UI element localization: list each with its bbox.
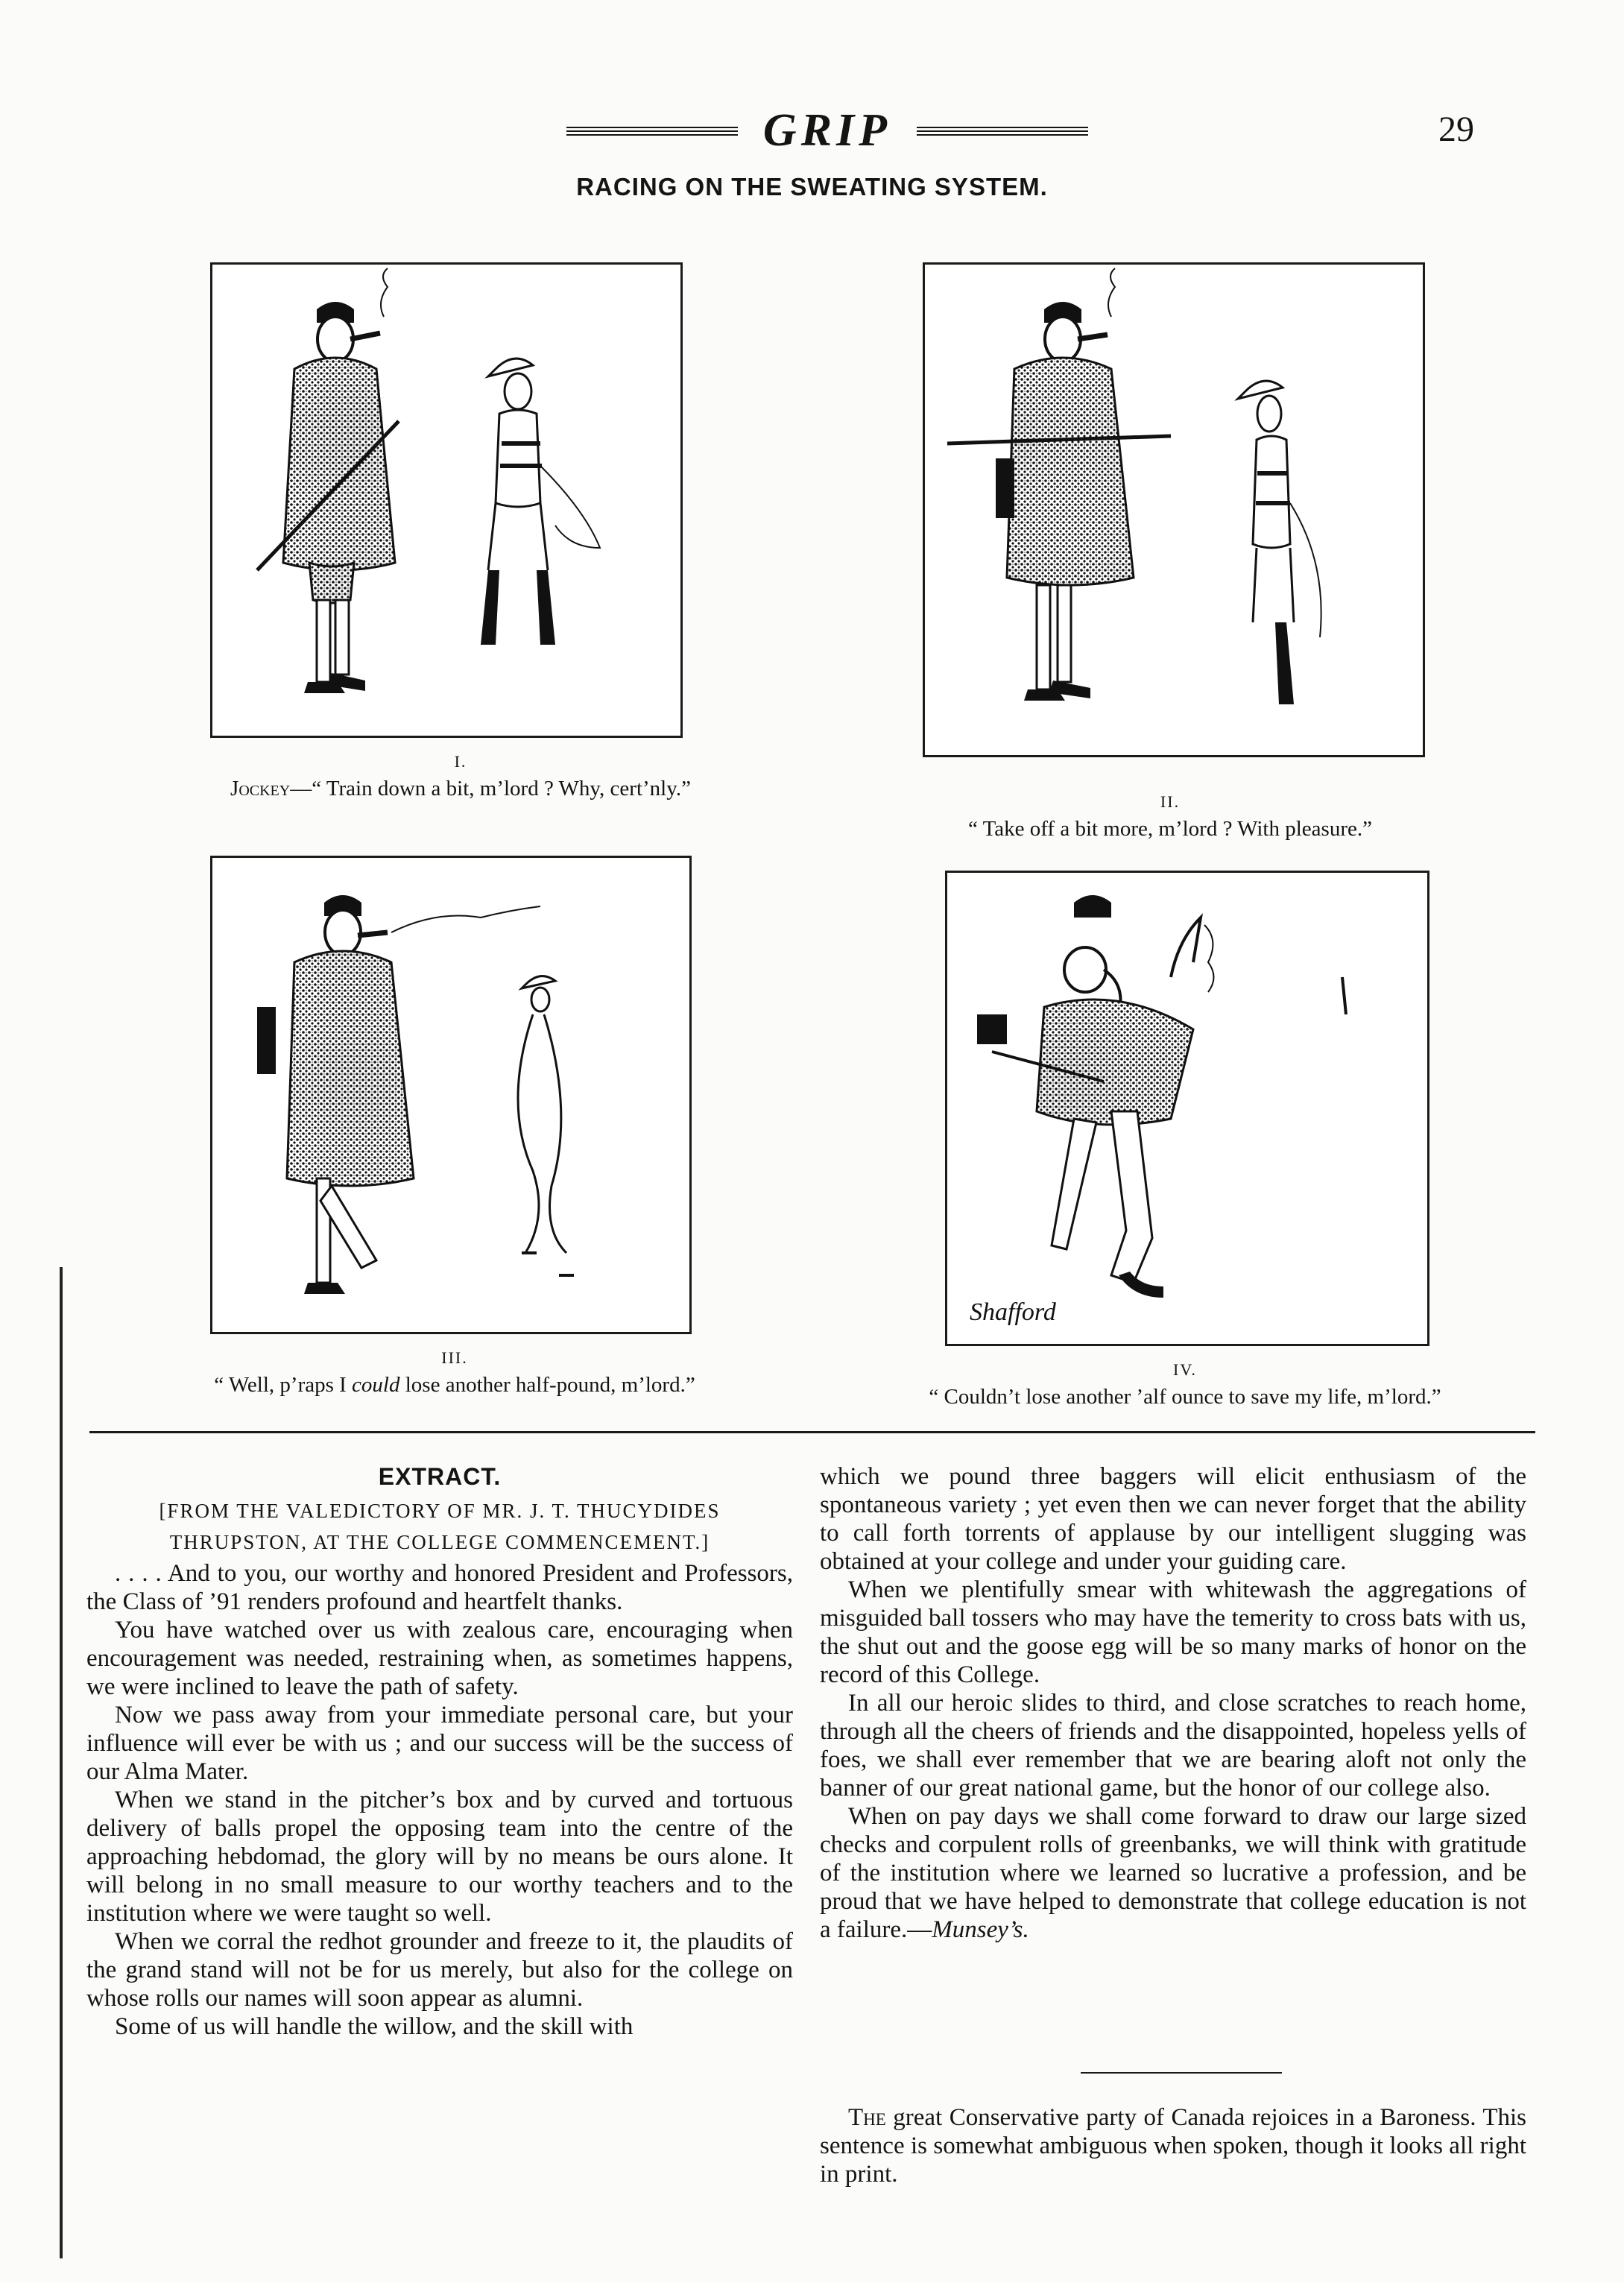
cartoon-illustration-3 [212,858,689,1332]
extract-paragraph-6: Some of us will handle the willow, and the skill with [115,2013,634,2040]
extract-paragraph-1: . . . . And to you, our worthy and honored President and Professors, the Class of ’91 renders profound and heartfelt thanks. [86,1560,793,1615]
panel-numeral-2: II. [1160,792,1181,811]
extract-paragraph-4: When we stand in the pitcher’s box and by curved and tortuous delivery of balls propel the opposing team into the centre of the approaching hebdomad, the glory will by no means be ours alone. It will belong in no small measure to our worthy teachers and to the institution where we were taught so well. [86,1787,793,1927]
conservative-note [820,2103,1526,2188]
masthead [566,104,1088,157]
cartoon-panel-4 [945,871,1429,1346]
extract-paragraph-8: When we plentifully smear with whitewash the aggregations of misguided ball tossers who may have the temerity to cross bats with us, the shut out and the goose egg will be so many marks of honor on the record of this College. [820,1576,1526,1688]
masthead-rule-right [917,127,1088,137]
cartoon-illustration-2 [925,265,1423,755]
cartoon-illustration-1 [212,265,680,736]
extract-source: Munsey’s. [932,1916,1029,1943]
masthead-rule-left [566,127,738,137]
caption-text-3-emph: could [352,1373,400,1397]
extract-paragraph-2: You have watched over us with zealous care, encouraging when encouragement was needed, restraining when, as sometimes happens, we were inclined to leave the path of safety. [86,1617,793,1700]
extract-last-text: When on pay days we shall come forward to draw our large sized checks and corpulent rolls of greenbanks, we will think with gratitude of the institution where we learned so lucrative a profession, and be proud that we have helped to demonstrate that college education is not a failure.— [820,1803,1526,1943]
panel-numeral-1: I. [454,752,467,771]
extract-paragraph-9: In all our heroic slides to third, and close scratches to reach home, through all the cheers of friends and the disappointed, hopeless yells of foes, we shall ever remember that we are bearing aloft not only the banner of our great national game, but the honor of our college also. [820,1690,1526,1802]
extract-right-column [820,1462,1526,1944]
extract-subheading-2: THRUPSTON, AT THE COLLEGE COMMENCEMENT.] [169,1531,710,1553]
extract-paragraph-10 [820,1802,1526,1944]
extract-left-column [86,1462,793,2041]
caption-text-3a: “ Well, p’raps I [214,1373,353,1397]
page-number: 29 [1438,110,1474,149]
caption-panel-3 [149,1345,760,1398]
caption-panel-1 [200,748,721,802]
note-text: great Conservative party of Canada rejoices in a Baroness. This sentence is somewhat ambiguous when spoken, though it looks all right in print. [820,2104,1526,2188]
extract-heading: EXTRACT. [378,1463,502,1490]
cartoon-illustration-4 [947,873,1427,1344]
caption-panel-2 [865,789,1476,842]
cartoon-panel-2 [923,262,1425,757]
caption-text-3b: lose another half-pound, m’lord.” [399,1373,695,1397]
cartoon-panel-3 [210,856,692,1334]
extract-subheading-1: [FROM THE VALEDICTORY OF MR. J. T. THUCYDIDES [159,1500,721,1522]
cartoon-title: RACING ON THE SWEATING SYSTEM. [576,173,1048,200]
caption-panel-4 [857,1357,1513,1410]
panel-numeral-3: III. [441,1348,468,1367]
note-lead-word: The [848,2104,886,2131]
extract-paragraph-5: When we corral the redhot grounder and freeze to it, the plaudits of the grand stand will not be for us merely, but also for the college on whose rolls our names will soon appear as alumni. [86,1928,793,2012]
artist-signature: Shafford [970,1298,1056,1326]
panel-numeral-4: IV. [1173,1360,1197,1379]
page-margin-line [60,1267,63,2258]
extract-paragraph-3: Now we pass away from your immediate personal care, but your influence will ever be with us ; and our success will be the success of our Alma Mater. [86,1702,793,1785]
cartoon-panel-1 [210,262,683,738]
caption-text-2: “ Take off a bit more, m’lord ? With pleasure.” [968,817,1372,841]
caption-text-1: —“ Train down a bit, m’lord ? Why, cert’nly.” [290,777,691,801]
extract-paragraph-7: which we pound three baggers will elicit enthusiasm of the spontaneous variety ; yet even then we can never forget that the ability to call forth torrents of applause by our intelligent slugging was obtained at your college and under your guiding care. [820,1463,1526,1575]
masthead-title: GRIP [762,105,892,156]
note-separator-rule [1081,2072,1282,2074]
caption-speaker-1: Jockey [230,777,291,801]
section-divider [89,1431,1535,1433]
caption-text-4: “ Couldn’t lose another ’alf ounce to save my life, m’lord.” [929,1385,1441,1409]
